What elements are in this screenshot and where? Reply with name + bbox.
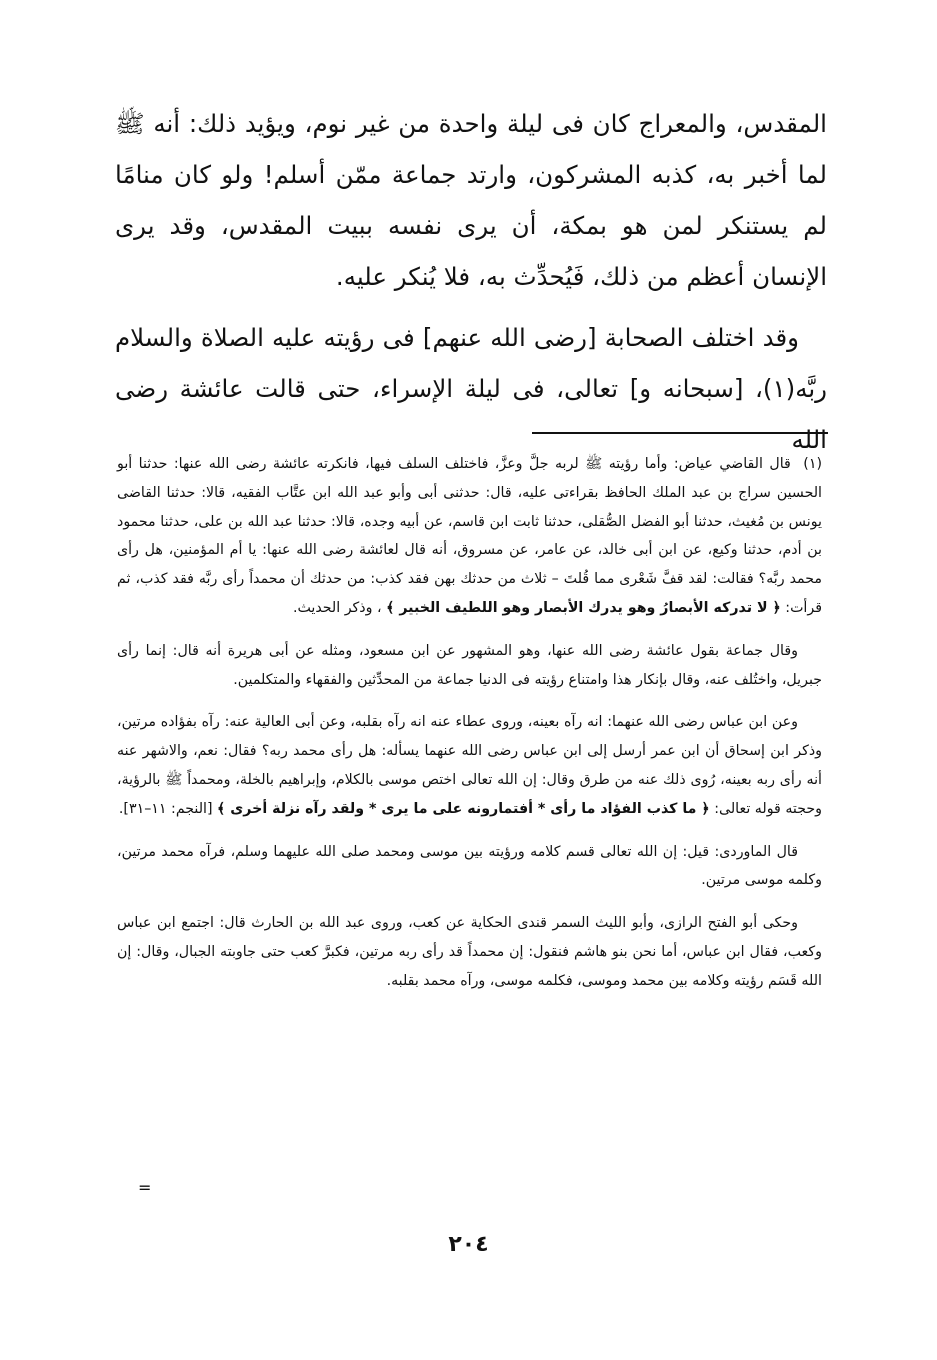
- footnote-paragraph-3: [117, 708, 822, 823]
- main-paragraph-1: المقدس، والمعراج كان فى ليلة واحدة من غير نوم، ويؤيد ذلك: أنه ﷺ لما أخبر به، كذبه المشركون، وارتد جماعة ممّن أسلم! ولو كان منامًا لم يستنكر لمن هو بمكة، أن يرى نفسه ببيت المقدس، وقد يرى الإنسان أعظم من ذلك، فَيُحدِّث به، فلا يُنكر عليه.: [115, 109, 827, 291]
- footnote-1: [117, 450, 822, 623]
- footnote-1-end: ، وذكر الحديث.: [292, 599, 382, 616]
- footnote-separator: [532, 432, 828, 434]
- footnote-paragraph-3-text: وعن ابن عباس رضى الله عنهما: انه رآه بعينه، وروى عطاء عنه انه رآه بقلبه، وعن أبى العالية عنه: رآه بفؤاده مرتين، وذكر ابن إسحاق أن ابن عمر أرسل إلى ابن عباس رضى الله عنهما يسأله: هل رأى محمد ربه؟ فقال: نعم، والاشهر عنه أنه رأى ربه بعينه، رُوى ذلك عنه من طرق وقال: إن الله تعالى اختص موسى بالكلام، وإبراهيم بالخلة، ومحمداً ﷺ بالرؤية، وحجته قوله تعالى:: [117, 714, 822, 817]
- main-text-body: [115, 98, 827, 465]
- main-paragraph-2: وقد اختلف الصحابة [رضى الله عنهم] فى رؤيته عليه الصلاة والسلام ربَّه(١)، [سبحانه و] تعالى، فى ليلة الإسراء، حتى قالت عائشة رضى الله: [115, 323, 827, 454]
- footnote-paragraph-5: وحكى أبو الفتح الرازى، وأبو الليث السمر قندى الحكاية عن كعب، وروى عبد الله بن الحارث قال: اجتمع ابن عباس وكعب، فقال ابن عباس، أما نحن بنو هاشم فنقول: إن محمداً قد رأى ربه مرتين، فكبرَّ كعب حتى جاوبته الجبال، وقال: إن الله قَسَم رؤيته وكلامه بين محمد وموسى، فكلمه موسى، ورآه محمد بقلبه.: [117, 915, 822, 989]
- footnotes-section: [117, 450, 822, 996]
- footnote-marker: (١): [803, 456, 822, 472]
- footnote-paragraph-4: قال الماوردى: قيل: إن الله تعالى قسم كلامه ورؤيته بين موسى ومحمد صلى الله عليهما وسلم، فرآه محمد مرتين، وكلمه موسى مرتين.: [117, 843, 822, 889]
- footnote-paragraph-3-quran-verse: ﴿ ما كذب الفؤاد ما رأى * أفتمارونه على ما يرى * ولقد رآه نزلة أخرى ﴾: [217, 800, 710, 817]
- footnote-1-text: قال القاضي عياض: وأما رؤيته ﷺ لربه جلَّ وعزَّ، فاختلف السلف فيها، فانكرته عائشة رضى الله عنها: حدثنا أبو الحسين سراج بن عبد الملك الحافظ بقراءتى عليه، قال: حدثنى أبى وأبو عبد الله ابن عتَّاب الفقيه، قالا: حدثنا القاضى يونس بن مُغيث، حدثنا أبو الفضل الصُّقلى، حدثنا ثابت ابن قاسم، عن أبيه وجده، قالا: حدثنا عبد الله بن على، حدثنا محمود بن أدم، حدثنا وكيع، عن ابن أبى خالد، عن عامر، عن مسروق، أنه قال لعائشة رضى الله عنها: يا أم المؤمنين، هل رأى محمد ربَّه؟ فقالت: لقد قفَّ شَعْرى مما قُلتَ – ثلاث من حدثك بهن فقد كذب: من حدثك أن محمداً رأى ربَّه فقد كذب، ثم قرأت:: [117, 456, 822, 616]
- footnote-paragraph-3-reference: [النجم: ١١–٣١].: [118, 800, 213, 817]
- page-number: ٢٠٤: [448, 1232, 489, 1257]
- footnote-paragraph-2: وقال جماعة بقول عائشة رضى الله عنها، وهو المشهور عن ابن مسعود، ومثله عن أبى هريرة أنه قال: إنما رأى جبريل، واختُلف عنه، وقال بإنكار هذا وامتناع رؤيته فى الدنيا جماعة من المحدِّثين والفقهاء والمتكلمين.: [117, 642, 822, 688]
- continuation-mark: =: [138, 1178, 152, 1197]
- footnote-1-quran-verse: ﴿ لا تدركه الأبصارُ وهو يدرك الأبصار وهو اللطيف الخبير ﴾: [386, 599, 781, 616]
